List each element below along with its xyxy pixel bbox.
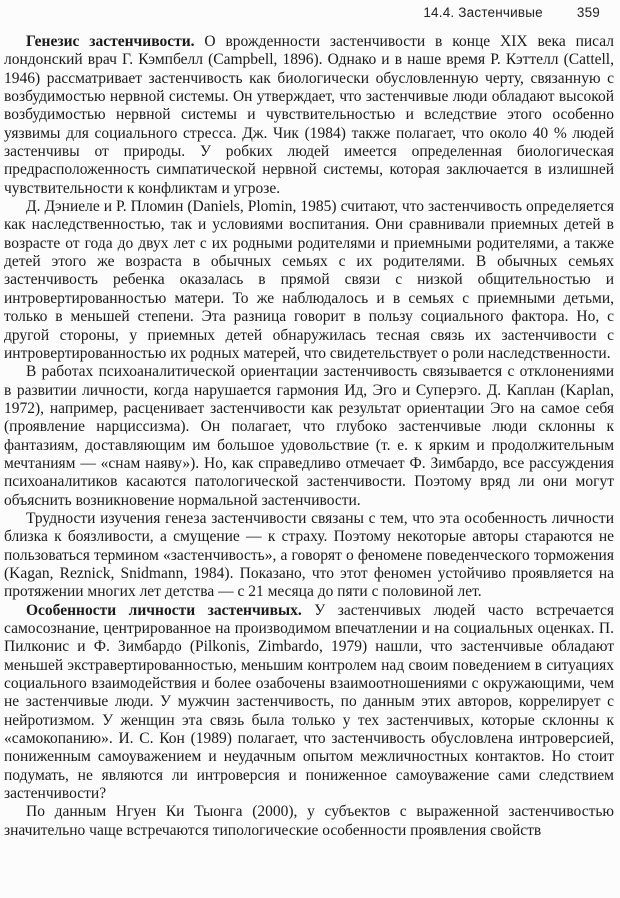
paragraph-text: О врожденности застенчивости в конце XIX века писал лондонский врач Г. Кэмпбелл (Campbell, 1896). Однако и в наше время Р. Кэттелл (Cattell, 1946) рассматривает застенчивость как биологически обусловленную черту, связанную с возбудимостью нервной системы. Он утверждает, что застенчивые люди обладают высокой возбудимостью нервной системы и чувствительностью и вследствие этого особенно уязвимы для социального стресса. Дж. Чик (1984) также полагает, что около 40 % людей застенчивы от природы. У робких людей имеется определенная биологическая предрасположенность симпатической нервной системы, которая заключается в излишней чувствительности к конфликтам и угрозе. — [4, 33, 615, 197]
paragraph-text: Трудности изучения генеза застенчивости связаны с тем, что эта особенность личности близка к боязливости, а смущение — к страху. Поэтому некоторые авторы стараются не пользоваться термином «застенчивость», а говорят о феномене поведенческого торможения (Kagan, Reznick, Snidmann, 1984). Показано, что этот феномен устойчиво проявляется на протяжении многих лет детства — с 21 месяца до пяти с половиной лет. — [4, 509, 614, 601]
page-number: 359 — [576, 5, 600, 20]
paragraph-text: У застенчивых людей часто встречается самосознание, центрированное на производимом впечатлении и на социальных оценках. П. Пилконис и Ф. Зимбардо (Pilkonis, Zimbardo, 1979) нашли, что застенчивые обладают меньшей экстравертированностью, меньшим контролем над своим поведением в ситуациях социального взаимодействия и более озабочены взаимоотношениями с окружающими, чем не застенчивые люди. У мужчин застенчивость, по данным этих авторов, коррелирует с нейротизмом. У женщин эта связь была только у тех застенчивых, которые склонны к «самокопанию». И. С. Кон (1989) полагает, что застенчивость обусловлена интроверсией, пониженным самоуважением и неудачным опытом межличностных контактов. Но стоит подумать, не являются ли интроверсия и пониженное самоуважение сами следствием застенчивости? — [4, 601, 615, 803]
paragraph-genesis — [4, 33, 614, 198]
page-header — [0, 0, 620, 20]
paragraph-psychoanalytic — [4, 363, 614, 510]
paragraph-text: Д. Дэниеле и Р. Пломин (Daniels, Plomin, 1985) считают, что застенчивость определяется как наследственностью, так и условиями воспитания. Они сравнивали приемных детей в возрасте от года до двух лет с их родными родителями и приемными родителями, а также детей этого же возраста в обычных семьях с их родителями. В обычных семьях застенчивость ребенка оказалась в прямой связи с низкой общительностью и интровертированностью матери. То же наблюдалось и в семьях с приемными детьми, только в меньшей степени. Эта разница говорит в пользу социального фактора. Но, с другой стороны, у приемных детей обнаружилась тесная связь их застенчивости с интровертированностью их родных матерей, что свидетельствует о роли наследственности. — [4, 198, 614, 362]
paragraph-daniels-plomin — [4, 198, 614, 363]
running-head-section-title: 14.4. Застенчивые — [423, 5, 543, 20]
paragraph-personality-traits — [4, 602, 614, 804]
run-in-heading-personality: Особенности личности застенчивых. — [26, 601, 302, 619]
paragraph-genesis-difficulties — [4, 510, 614, 602]
paragraph-text: В работах психоаналитической ориентации застенчивость связывается с отклонениями в развитии личности, когда нарушается гармония Ид, Эго и Суперэго. Д. Каплан (Kaplan, 1972), например, расценивает застенчивости как результат ориентации Эго на самое себя (проявление нарциссизма). Он полагает, что глубоко застенчивые люди склонны к фантазиям, доставляющим им большое удовольствие (т. е. к ярким и продолжительным мечтаниям — «снам наяву»). Но, как справедливо отмечает Ф. Зимбардо, все рассуждения психоаналитиков касаются патологической застенчивости. Поэтому вряд ли они могут объяснить возникновение нормальной застенчивости. — [4, 363, 614, 509]
run-in-heading-genesis: Генезис застенчивости. — [26, 33, 195, 50]
paragraph-nguyen-ki-tyong — [4, 803, 614, 840]
paragraph-text: По данным Нгуен Ки Тыонга (2000), у субъектов с выраженной застенчивостью значительно чаще встречаются типологические особенности проявления свойств — [4, 803, 614, 839]
page-body — [0, 20, 620, 840]
